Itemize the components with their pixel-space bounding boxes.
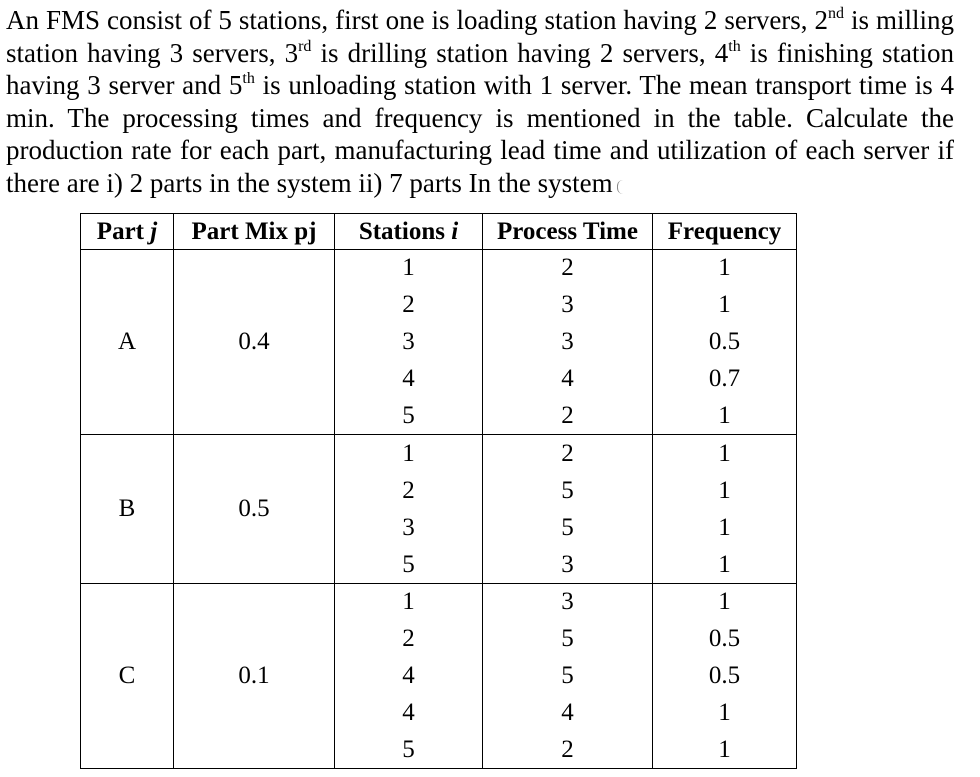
process-time-cell: 3: [483, 324, 653, 361]
frequency-cell: 1: [653, 546, 797, 583]
frequency-cell: 1: [653, 509, 797, 546]
frequency-cell: 0.5: [653, 324, 797, 361]
process-time-cell: 3: [483, 584, 653, 621]
frequency-cell: 1: [653, 250, 797, 287]
problem-line-4: min. The processing times and frequency is mentioned in the table. Calculate the: [6, 102, 954, 133]
problem-line-2: station having 3 servers, 3rd is drilling station having 2 servers, 4th is finishing station: [6, 37, 955, 68]
table-header-row: [81, 214, 797, 250]
process-time-cell: 2: [483, 250, 653, 287]
part-cell: B: [81, 435, 174, 584]
table-body: [81, 250, 797, 769]
process-time-cell: 5: [483, 509, 653, 546]
part-mix-cell: 0.1: [174, 584, 335, 769]
process-time-cell: 2: [483, 732, 653, 769]
frequency-cell: 1: [653, 472, 797, 509]
process-time-cell: 5: [483, 658, 653, 695]
frequency-cell: 1: [653, 695, 797, 732]
part-mix-cell: 0.5: [174, 435, 335, 584]
part-mix-cell: 0.4: [174, 250, 335, 435]
header-stations: Stations i: [335, 214, 483, 250]
station-cell: 5: [335, 398, 483, 435]
frequency-cell: 1: [653, 584, 797, 621]
process-table: [80, 213, 797, 769]
station-cell: 1: [335, 250, 483, 287]
problem-statement: [6, 4, 954, 200]
station-cell: 2: [335, 287, 483, 324]
part-cell: A: [81, 250, 174, 435]
cursor-mark-icon: [617, 180, 628, 194]
frequency-cell: 1: [653, 287, 797, 324]
table-row: [81, 584, 797, 621]
process-table-container: [80, 213, 797, 769]
frequency-cell: 1: [653, 398, 797, 435]
frequency-cell: 0.7: [653, 361, 797, 398]
process-time-cell: 4: [483, 695, 653, 732]
station-cell: 5: [335, 732, 483, 769]
problem-line-6: there are i) 2 parts in the system ii) 7 parts In the system: [6, 167, 954, 200]
table-row: [81, 250, 797, 287]
station-cell: 2: [335, 472, 483, 509]
header-part-mix: Part Mix pj: [174, 214, 335, 250]
station-cell: 2: [335, 621, 483, 658]
header-part: Part j: [81, 214, 174, 250]
problem-line-5: production rate for each part, manufacturing lead time and utilization of each server if: [6, 135, 954, 166]
table-row: [81, 435, 797, 472]
station-cell: 4: [335, 695, 483, 732]
station-cell: 1: [335, 584, 483, 621]
frequency-cell: 0.5: [653, 621, 797, 658]
station-cell: 3: [335, 509, 483, 546]
problem-line-1: An FMS consist of 5 stations, first one is loading station having 2 servers, 2nd is milling: [6, 5, 954, 35]
process-time-cell: 4: [483, 361, 653, 398]
station-cell: 5: [335, 546, 483, 583]
frequency-cell: 1: [653, 732, 797, 769]
process-time-cell: 2: [483, 398, 653, 435]
problem-line-3: having 3 server and 5th is unloading station with 1 server. The mean transport time is 4: [6, 70, 954, 101]
frequency-cell: 1: [653, 435, 797, 472]
process-time-cell: 5: [483, 472, 653, 509]
process-time-cell: 3: [483, 287, 653, 324]
process-time-cell: 3: [483, 546, 653, 583]
station-cell: 4: [335, 658, 483, 695]
process-time-cell: 5: [483, 621, 653, 658]
station-cell: 3: [335, 324, 483, 361]
header-frequency: Frequency: [653, 214, 797, 250]
frequency-cell: 0.5: [653, 658, 797, 695]
station-cell: 4: [335, 361, 483, 398]
header-process-time: Process Time: [483, 214, 653, 250]
part-cell: C: [81, 584, 174, 769]
station-cell: 1: [335, 435, 483, 472]
process-time-cell: 2: [483, 435, 653, 472]
